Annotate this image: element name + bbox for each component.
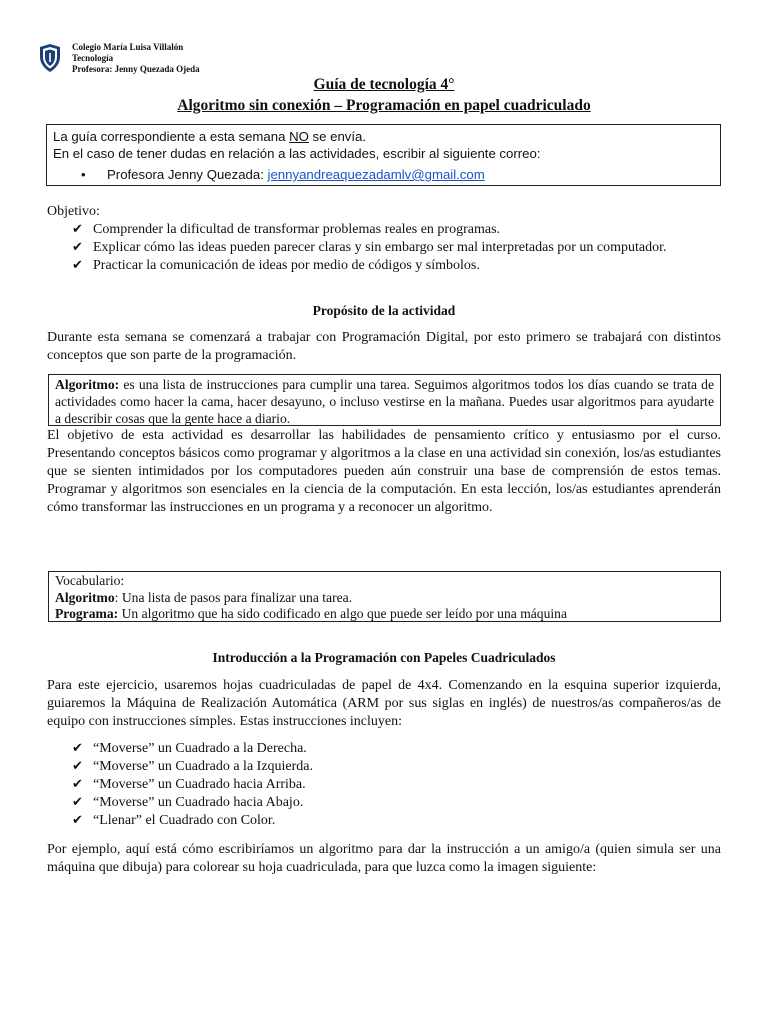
teacher-name: Profesora: Jenny Quezada Ojeda bbox=[72, 64, 200, 74]
bullet-icon: • bbox=[81, 167, 86, 182]
objective-item: ✔ Practicar la comunicación de ideas por medio de códigos y símbolos. bbox=[72, 258, 480, 273]
purpose-intro: Durante esta semana se comenzará a trabajar con Programación Digital, por esto primero se trabajará con distintos conceptos que son parte de la programación. bbox=[47, 330, 721, 363]
objective-label: Objetivo: bbox=[47, 204, 100, 219]
algorithm-term: Algoritmo: bbox=[55, 377, 120, 392]
contact-email-link[interactable]: jennyandreaquezadamlv@gmail.com bbox=[267, 167, 485, 182]
document-subtitle: Algoritmo sin conexión – Programación en papel cuadriculado bbox=[177, 97, 591, 114]
document-title: Guía de tecnología 4° bbox=[313, 76, 455, 93]
checkmark-icon: ✔ bbox=[72, 240, 83, 255]
objective-item: ✔ Comprender la dificultad de transformar problemas reales en programas. bbox=[72, 222, 501, 237]
instruction-list bbox=[72, 740, 721, 830]
example-paragraph: Por ejemplo, aquí está cómo escribiríamos un algoritmo para dar la instrucción a un amigo/a (quien simula ser una máquina que dibuja) para colorear su hoja cuadriculada, para que luzca como la imagen siguiente: bbox=[47, 842, 721, 875]
vocabulary-box bbox=[48, 571, 721, 622]
instruction-item: ✔ “Moverse” un Cuadrado a la Izquierda. bbox=[72, 759, 314, 774]
instruction-item: ✔ “Moverse” un Cuadrado hacia Abajo. bbox=[72, 795, 304, 810]
checkmark-icon: ✔ bbox=[72, 795, 83, 810]
algorithm-box bbox=[48, 374, 721, 426]
intro-heading: Introducción a la Programación con Papeles Cuadriculados bbox=[212, 650, 556, 665]
notice-box bbox=[46, 124, 721, 186]
purpose-heading: Propósito de la actividad bbox=[312, 303, 456, 318]
instruction-item: ✔ “Moverse” un Cuadrado hacia Arriba. bbox=[72, 777, 306, 792]
objective-list bbox=[72, 221, 721, 275]
contact-label: Profesora Jenny Quezada: bbox=[107, 167, 268, 182]
instruction-item: ✔ “Llenar” el Cuadrado con Color. bbox=[72, 813, 276, 828]
notice-line-1: La guía correspondiente a esta semana NO se envía. bbox=[53, 129, 367, 144]
subject-name: Tecnología bbox=[72, 53, 114, 63]
school-name: Colegio María Luisa Villalón bbox=[72, 42, 184, 52]
checkmark-icon: ✔ bbox=[72, 813, 83, 828]
school-shield-icon bbox=[38, 44, 62, 72]
vocabulary-entry-algorithm: Algoritmo: Una lista de pasos para finalizar una tarea. bbox=[55, 589, 353, 605]
checkmark-icon: ✔ bbox=[72, 741, 83, 756]
checkmark-icon: ✔ bbox=[72, 759, 83, 774]
notice-emphasis: NO bbox=[289, 129, 309, 144]
notice-line-2: En el caso de tener dudas en relación a las actividades, escribir al siguiente correo: bbox=[53, 146, 541, 161]
checkmark-icon: ✔ bbox=[72, 222, 83, 237]
vocabulary-label: Vocabulario: bbox=[55, 573, 125, 588]
header-text bbox=[72, 42, 200, 75]
contact-item bbox=[53, 166, 714, 183]
intro-paragraph: Para este ejercicio, usaremos hojas cuadriculadas de papel de 4x4. Comenzando en la esquina superior izquierda, guiaremos la Máquina de Realización Automática (ARM por sus siglas en inglés) de nuestros/as compañeros/as de equipo con instrucciones simples. Estas instrucciones incluyen: bbox=[47, 678, 721, 729]
school-header bbox=[38, 42, 200, 75]
vocabulary-entry-program: Programa: Un algoritmo que ha sido codificado en algo que puede ser leído por una máquina bbox=[55, 606, 568, 621]
body-paragraph: El objetivo de esta actividad es desarrollar las habilidades de pensamiento crítico y entusiasmo por el curso. Presentando conceptos básicos como programar y algoritmos a la clase en una actividad sin conexión, los/as estudiantes que se sienten intimidados por los computadores pueden aún construir una base de comprensión de estos temas. Programar y algoritmos son esenciales en la ciencia de la computación. En esta lección, los/as estudiantes aprenderán cómo transformar las instrucciones en un programa y a reconocer un algoritmo. bbox=[47, 428, 721, 515]
algorithm-definition: es una lista de instrucciones para cumplir una tarea. Seguimos algoritmos todos los días cuando se trata de actividades como hacer la cama, hacer desayuno, o incluso vestirse en la mañana. Puedes usar algoritmos para ayudarte a describir cosas que la gente hace a diario. bbox=[55, 377, 714, 426]
instruction-item: ✔ “Moverse” un Cuadrado a la Derecha. bbox=[72, 741, 307, 756]
checkmark-icon: ✔ bbox=[72, 777, 83, 792]
checkmark-icon: ✔ bbox=[72, 258, 83, 273]
objective-item: ✔ Explicar cómo las ideas pueden parecer claras y sin embargo ser mal interpretadas por un computador. bbox=[72, 240, 667, 255]
